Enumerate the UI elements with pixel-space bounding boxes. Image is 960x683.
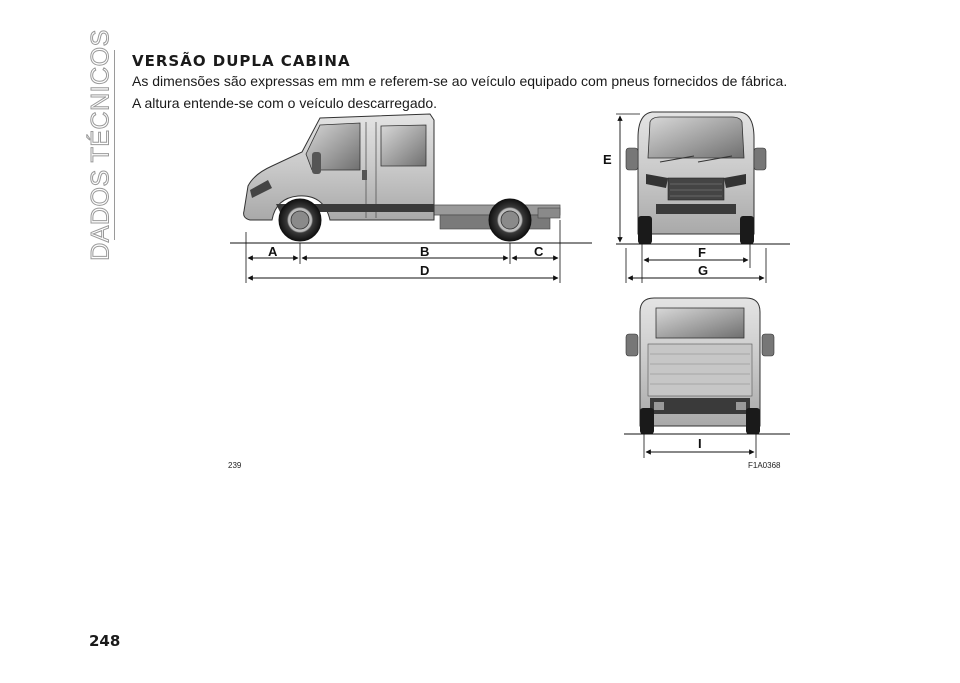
dimension-label-c: C <box>534 244 544 259</box>
figure-code: F1A0368 <box>748 461 781 470</box>
dimension-label-i: I <box>698 436 702 451</box>
dimension-label-e: E <box>603 152 612 167</box>
description-line-2: A altura entende-se com o veículo descarregado. <box>132 95 438 111</box>
side-view-vehicle <box>244 114 560 241</box>
dimension-label-b: B <box>420 244 430 259</box>
dimension-label-d: D <box>420 263 430 278</box>
page-number: 248 <box>89 632 121 650</box>
rear-view-vehicle <box>626 298 774 434</box>
dimension-label-g: G <box>698 263 709 278</box>
figure-number: 239 <box>228 461 242 470</box>
rear-view-dimensions <box>624 434 790 458</box>
section-divider <box>114 50 115 240</box>
section-label: DADOS TÉCNICOS <box>86 29 115 261</box>
description-line-1: As dimensões são expressas em mm e referem-se ao veículo equipado com pneus fornecidos de fábrica. <box>132 73 788 89</box>
dimension-label-f: F <box>698 245 706 260</box>
section-side-tab <box>86 29 116 261</box>
dimension-label-a: A <box>268 244 278 259</box>
vehicle-dimensions-figure <box>220 108 800 470</box>
page-title: VERSÃO DUPLA CABINA <box>132 52 351 70</box>
front-view-vehicle <box>626 112 766 244</box>
